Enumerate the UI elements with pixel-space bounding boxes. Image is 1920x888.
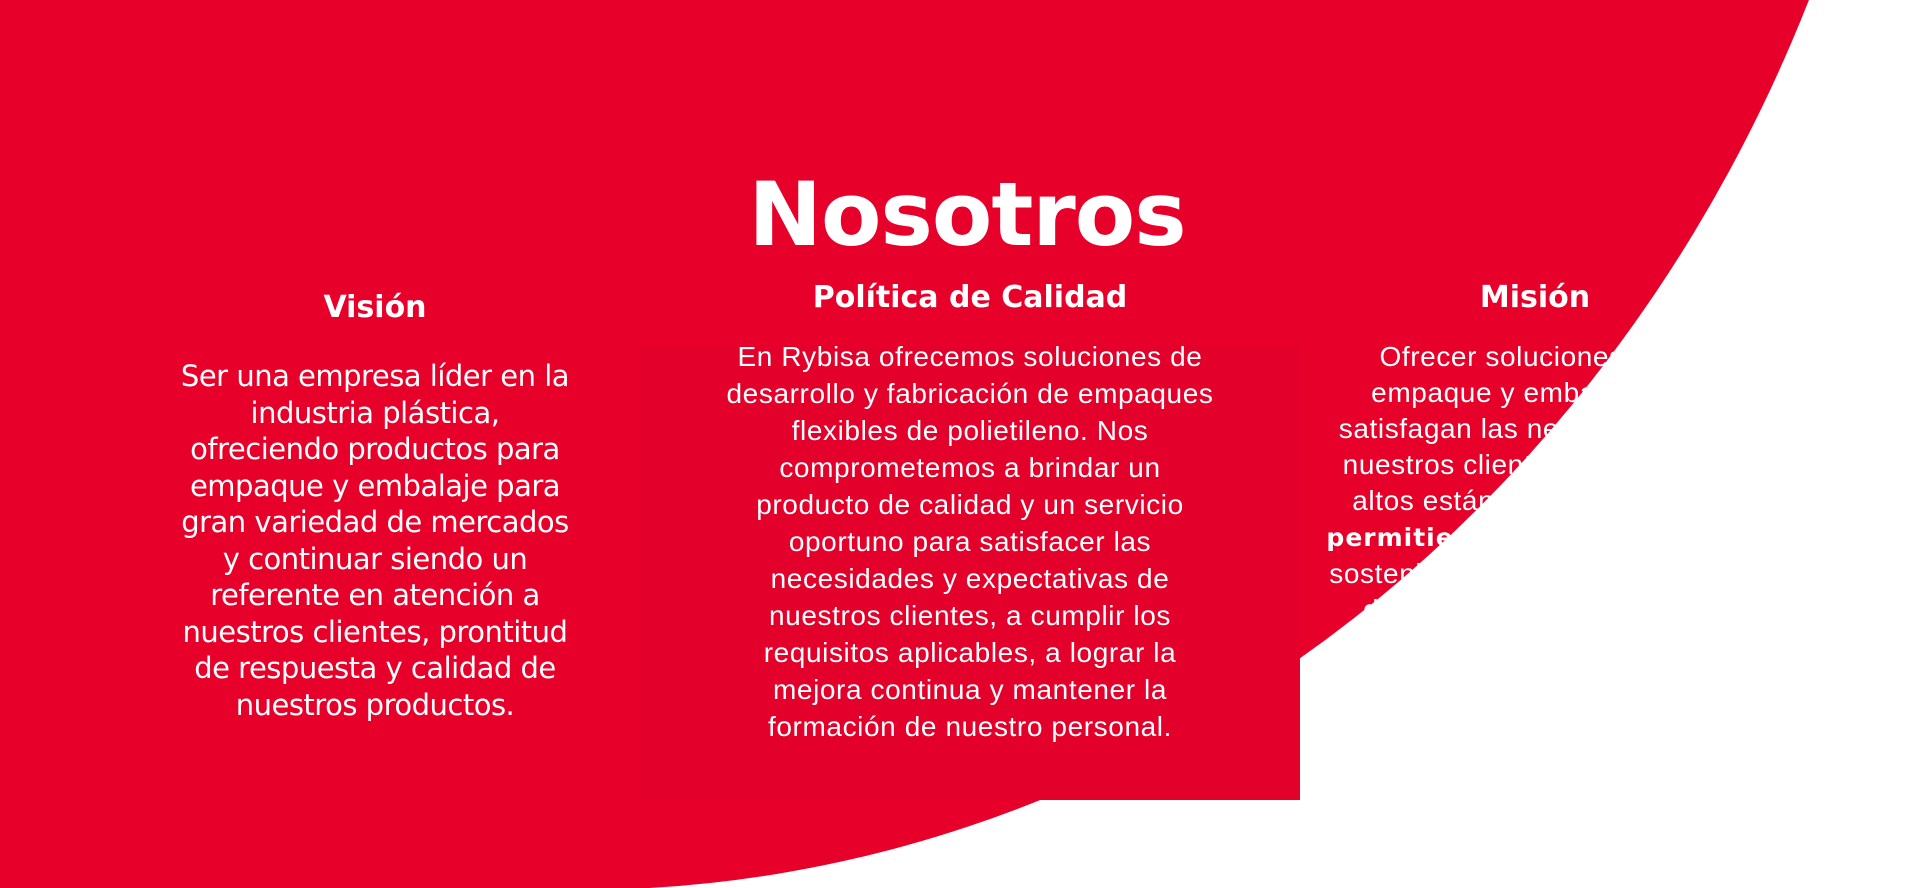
vision-column xyxy=(135,290,615,723)
quality-policy-text: En Rybisa ofrecemos soluciones de desarrollo y fabricación de empaques flexibles de polietileno. Nos comprometemos a brindar un producto de calidad y un servicio oportuno para satisfacer las necesidades y expectativas de nuestros clientes, a cumplir los requisitos aplicables, a lograr la mejora continua y mantener la formación de nuestro personal. xyxy=(726,341,1214,742)
mission-heading: Misión xyxy=(1479,280,1591,315)
mission-text-end: sostenido a través de la calidad de nuestros productos y el tiempo de respuesta. xyxy=(1329,558,1741,661)
vision-heading: Visión xyxy=(323,290,427,325)
mission-text-emphasis: permitiendo un crecimiento xyxy=(1326,523,1744,552)
mission-text-start: Ofrecer soluciones para empaque y embalaje que satisfagan las necesidades de nuestros clientes con los más altos estándares de calidad, xyxy=(1338,341,1732,516)
quality-policy-heading: Política de Calidad xyxy=(812,280,1128,315)
vision-text: Ser una empresa líder en la industria plástica, ofreciendo productos para empaque y embalaje para gran variedad de mercados y continuar siendo un referente en atención a nuestros clientes, prontitud de respuesta y calidad de nuestros productos. xyxy=(180,359,570,722)
mission-column xyxy=(1290,280,1780,664)
mission-text xyxy=(1290,339,1780,664)
quality-policy-column xyxy=(675,280,1265,745)
section-title: Nosotros xyxy=(748,162,1186,266)
